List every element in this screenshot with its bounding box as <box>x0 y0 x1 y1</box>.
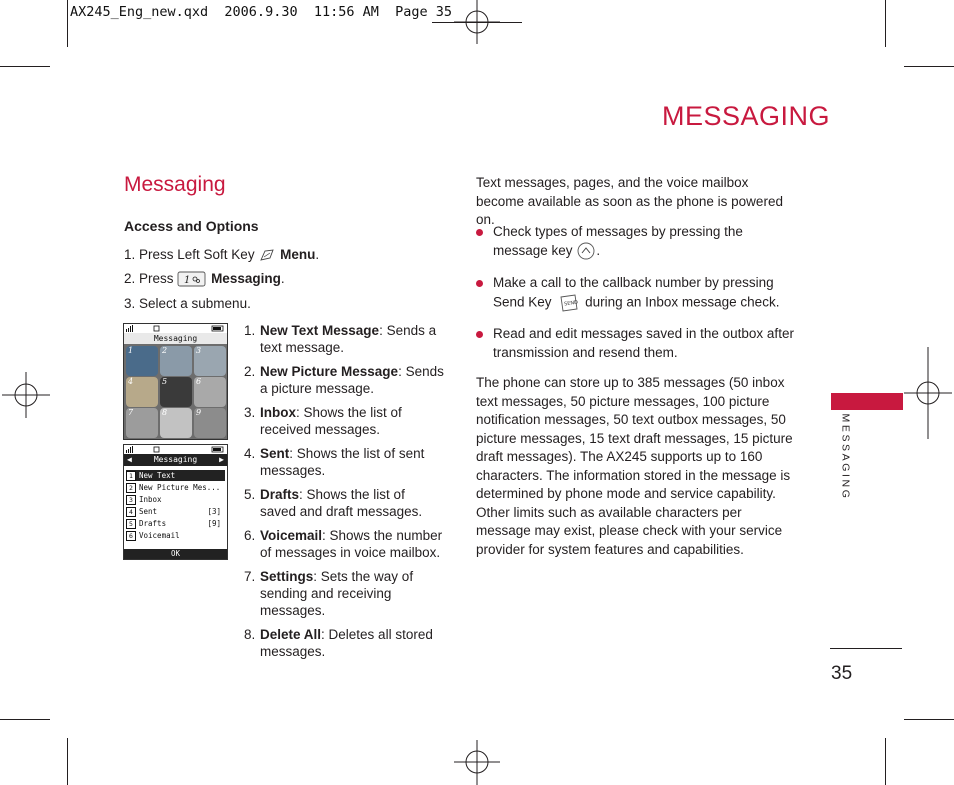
crop-mark <box>0 66 50 67</box>
step-2-messaging-label: Messaging <box>211 271 281 286</box>
storage-paragraph: The phone can store up to 385 messages (50 inbox text messages, 50 picture messages, 100 picture notification messages, 50 text outbox messages, 50 picture messages, 15 text draft messages, 15 picture draft messages). The AX245 supports up to 160 characters. The information stored in the message is determined by phone mode and service capability. Other limits such as available characters per message may exist, please check with your service provider for system features and capabilities. <box>476 375 793 557</box>
menu-tile-4: 4 <box>126 377 158 407</box>
menu-tile-9: 9 <box>194 408 226 438</box>
menu-tile-2: 2 <box>160 346 192 376</box>
crop-mark <box>67 738 68 785</box>
section-title: Messaging <box>124 173 226 196</box>
step-1-end: . <box>315 247 320 262</box>
phone-screen-1-title: Messaging <box>124 333 227 344</box>
submenu-item: 7. Settings: Sets the way of sending and receiving messages. <box>244 569 414 618</box>
registration-mark-bottom <box>454 740 500 785</box>
phone-status-bar <box>124 324 227 333</box>
phone-screen-menu-list <box>123 444 228 560</box>
submenu-item: 6. Voicemail: Shows the number of messages in voice mailbox. <box>244 528 443 560</box>
side-chapter-label: MESSAGING <box>839 413 852 501</box>
registration-mark-left <box>2 372 50 418</box>
submenu-item: 4. Sent: Shows the list of sent messages. <box>244 446 425 478</box>
crop-mark <box>67 0 68 47</box>
phone-menu-row: 2 New Picture Mes... <box>126 482 225 493</box>
step-1-menu-label: Menu <box>280 247 316 262</box>
svg-text:SEND: SEND <box>564 299 579 308</box>
sub-heading: Access and Options <box>124 218 259 234</box>
registration-mark-right <box>904 347 952 439</box>
bullet-dot <box>476 229 483 236</box>
crop-mark <box>904 66 954 67</box>
left-soft-key-icon <box>258 247 276 263</box>
step-1-text: 1. Press Left Soft Key <box>124 247 255 262</box>
crop-mark <box>885 738 886 785</box>
phone-status-bar <box>124 445 227 454</box>
phone-menu-row: 6 Voicemail <box>126 530 225 541</box>
bullet-item: Read and edit messages saved in the outbox after transmission and resend them. <box>476 325 796 362</box>
phone-menu-row: 1 New Text <box>126 470 225 481</box>
left-arrow-icon: ◀ <box>127 455 132 464</box>
phone-menu-row: 3 Inbox <box>126 494 225 505</box>
send-key-icon <box>555 293 581 313</box>
step-2 <box>124 270 285 289</box>
menu-tile-1: 1 <box>126 346 158 376</box>
phone-screen-2-title: ◀ Messaging ▶ <box>124 454 227 466</box>
bullet-item: Make a call to the callback number by pressing Send Key SEND during an Inbox message check. <box>476 274 796 313</box>
phone-menu-row: 4 Sent [3] <box>126 506 225 517</box>
step-2-text: 2. Press <box>124 271 174 286</box>
crop-mark <box>904 719 954 720</box>
submenu-item: 1. New Text Message: Sends a text message. <box>244 323 437 355</box>
registration-mark-top <box>454 0 500 44</box>
step-1 <box>124 246 319 265</box>
bullet-dot <box>476 280 483 287</box>
menu-tile-8: 8 <box>160 408 192 438</box>
menu-tile-6: 6 <box>194 377 226 407</box>
phone-softkey-bar: OK <box>124 549 227 559</box>
signal-battery-icons <box>124 445 227 454</box>
signal-battery-icons <box>124 324 227 333</box>
step-3: 3. Select a submenu. <box>124 296 251 311</box>
chapter-title: MESSAGING <box>661 101 830 131</box>
crop-mark <box>0 719 50 720</box>
submenu-item: 3. Inbox: Shows the list of received messages. <box>244 405 402 437</box>
submenu-item: 2. New Picture Message: Sends a picture message. <box>244 364 444 396</box>
page-number: 35 <box>831 663 853 684</box>
bullet-item: Check types of messages by pressing the message key . <box>476 223 796 260</box>
print-slug: AX245_Eng_new.qxd 2006.9.30 11:56 AM Page 35 <box>70 4 453 20</box>
bullet-dot <box>476 331 483 338</box>
right-arrow-icon: ▶ <box>219 455 224 464</box>
chapter-tab <box>831 393 903 410</box>
key-1-icon <box>177 271 207 287</box>
phone-screen-menu-grid <box>123 323 228 440</box>
intro-paragraph: Text messages, pages, and the voice mailbox become available as soon as the phone is powered on. <box>476 175 783 227</box>
step-2-end: . <box>280 271 285 286</box>
submenu-item: 8. Delete All: Deletes all stored messages. <box>244 627 433 659</box>
menu-tile-5: 5 <box>160 377 192 407</box>
svg-text:1: 1 <box>184 275 191 287</box>
message-key-icon <box>576 242 596 260</box>
page-number-rule <box>830 648 902 649</box>
phone-menu-row: 5 Drafts [9] <box>126 518 225 529</box>
crop-mark <box>885 0 886 47</box>
menu-tile-3: 3 <box>194 346 226 376</box>
submenu-item: 5. Drafts: Shows the list of saved and draft messages. <box>244 487 423 519</box>
menu-tile-7: 7 <box>126 408 158 438</box>
